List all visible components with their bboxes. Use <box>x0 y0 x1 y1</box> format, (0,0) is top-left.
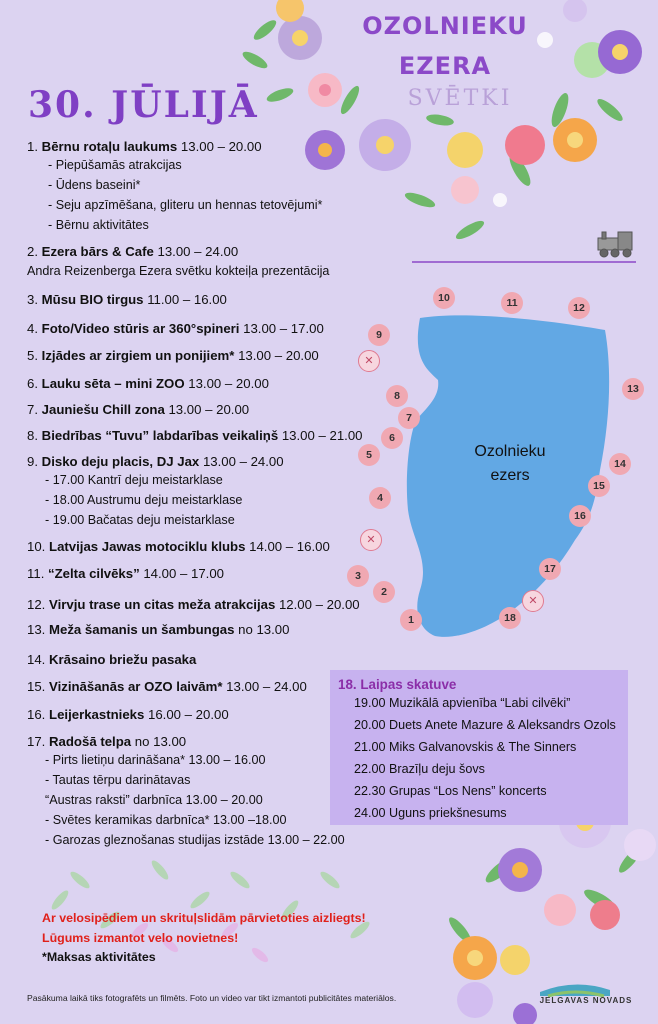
map-marker-17: 17 <box>539 558 561 580</box>
program-item-10: 10. Latvijas Jawas motociklu klubs 14.00 – 16.00 <box>27 539 330 554</box>
sub-item: - Tautas tērpu darinātavas <box>45 773 191 787</box>
notice-bike-racks: Lūgums izmantot velo novietnes! <box>42 931 239 945</box>
sub-item: “Austras raksti” darbnīca 13.00 – 20.00 <box>45 793 263 807</box>
program-item-4: 4. Foto/Video stūris ar 360°spineri 13.00 – 17.00 <box>27 321 324 336</box>
map-marker-8: 8 <box>386 385 408 407</box>
organizer-logo-text: JELGAVAS NOVADS <box>539 996 633 1005</box>
map-marker-3: 3 <box>347 565 369 587</box>
program-item-13: 13. Meža šamanis un šambungas no 13.00 <box>27 622 290 637</box>
lake-label-line-1: Ozolnieku <box>474 443 546 460</box>
sub-item: - 17.00 Kantrī deju meistarklase <box>45 473 223 487</box>
sub-item: - Bērnu aktivitātes <box>48 218 149 232</box>
program-item-15: 15. Vizināšanās ar OZO laivām* 13.00 – 24.00 <box>27 679 307 694</box>
map-marker-7: 7 <box>398 407 420 429</box>
food-icon: ✕ <box>360 529 382 551</box>
program-item-6: 6. Lauku sēta – mini ZOO 13.00 – 20.00 <box>27 376 269 391</box>
program-item-8: 8. Biedrības “Tuvu” labdarības veikaliņš 13.00 – 21.00 <box>27 428 363 443</box>
stage-row: 21.00 Miks Galvanovskis & The Sinners <box>354 740 577 754</box>
map-marker-16: 16 <box>569 505 591 527</box>
food-icon: ✕ <box>522 590 544 612</box>
stage-row: 22.00 Brazīļu deju šovs <box>354 762 485 776</box>
map-marker-10: 10 <box>433 287 455 309</box>
title-line-1: OZOLNIEKU <box>362 12 528 40</box>
food-icon: ✕ <box>358 350 380 372</box>
map-marker-5: 5 <box>358 444 380 466</box>
sub-item: - Piepūšamās atrakcijas <box>48 158 182 172</box>
map-marker-11: 11 <box>501 292 523 314</box>
event-date: 30. JŪLIJĀ <box>28 84 259 126</box>
program-item-3: 3. Mūsu BIO tirgus 11.00 – 16.00 <box>27 292 227 307</box>
map-marker-12: 12 <box>568 297 590 319</box>
program-item-14: 14. Krāsaino briežu pasaka <box>27 652 197 667</box>
sub-item: - 19.00 Bačatas deju meistarklase <box>45 513 235 527</box>
sub-item: - Pirts lietiņu darināšana* 13.00 – 16.00 <box>45 753 266 767</box>
lake-label-line-2: ezers <box>490 467 530 484</box>
stage-row: 22.30 Grupas “Los Nens” koncerts <box>354 784 547 798</box>
stage-schedule-box <box>330 670 628 825</box>
lake-label <box>450 440 570 488</box>
map-marker-14: 14 <box>609 453 631 475</box>
stage-row: 24.00 Uguns priekšnesums <box>354 806 507 820</box>
program-item-2: 2. Ezera bārs & Cafe 13.00 – 24.00 <box>27 244 239 259</box>
title-line-3: SVĒTKI <box>407 86 513 111</box>
program-item-1: 1. Bērnu rotaļu laukums 13.00 – 20.00 <box>27 139 262 154</box>
map-marker-13: 13 <box>622 378 644 400</box>
map-marker-15: 15 <box>588 475 610 497</box>
notice-paid-activities: *Maksas aktivitātes <box>42 950 156 964</box>
stage-row: 19.00 Muzikālā apvienība “Labi cilvēki” <box>354 696 571 710</box>
map-marker-9: 9 <box>368 324 390 346</box>
sub-item: - Garozas gleznošanas studijas izstāde 13.00 – 22.00 <box>45 833 345 847</box>
program-item-7: 7. Jauniešu Chill zona 13.00 – 20.00 <box>27 402 250 417</box>
sub-item: Andra Reizenberga Ezera svētku kokteiļa prezentācija <box>27 264 330 278</box>
sub-item: - Ūdens baseini* <box>48 178 141 192</box>
map-marker-1: 1 <box>400 609 422 631</box>
notice-no-bikes: Ar velosipēdiem un skrituļslidām pārvietoties aizliegts! <box>42 911 366 925</box>
program-item-12: 12. Virvju trase un citas meža atrakcijas 12.00 – 20.00 <box>27 597 360 612</box>
program-item-11: 11. “Zelta cilvēks” 14.00 – 17.00 <box>27 566 225 581</box>
map-marker-4: 4 <box>369 487 391 509</box>
stage-row: 20.00 Duets Anete Mazure & Aleksandrs Ozols <box>354 718 616 732</box>
stage-title: 18. Laipas skatuve <box>338 677 457 692</box>
program-item-16: 16. Leijerkastnieks 16.00 – 20.00 <box>27 707 229 722</box>
bottom-left-grass <box>49 858 372 941</box>
map-marker-6: 6 <box>381 427 403 449</box>
program-item-5: 5. Izjādes ar zirgiem un ponijiem* 13.00 – 20.00 <box>27 348 319 363</box>
title-line-2: EZERA <box>398 52 492 80</box>
train-icon <box>598 232 632 257</box>
jelgavas-novads-logo-mark <box>540 984 610 996</box>
sub-item: - 18.00 Austrumu deju meistarklase <box>45 493 243 507</box>
sub-item: - Svētes keramikas darbnīca* 13.00 –18.00 <box>45 813 287 827</box>
map-marker-2: 2 <box>373 581 395 603</box>
program-item-17: 17. Radošā telpa no 13.00 <box>27 734 187 749</box>
program-item-9: 9. Disko deju placis, DJ Jax 13.00 – 24.00 <box>27 454 284 469</box>
sub-item: - Seju apzīmēšana, gliteru un hennas tetovējumi* <box>48 198 323 212</box>
photo-disclaimer: Pasākuma laikā tiks fotografēts un filmēts. Foto un video var tikt izmantoti publicitātes materiālos. <box>27 993 397 1003</box>
map-marker-18: 18 <box>499 607 521 629</box>
